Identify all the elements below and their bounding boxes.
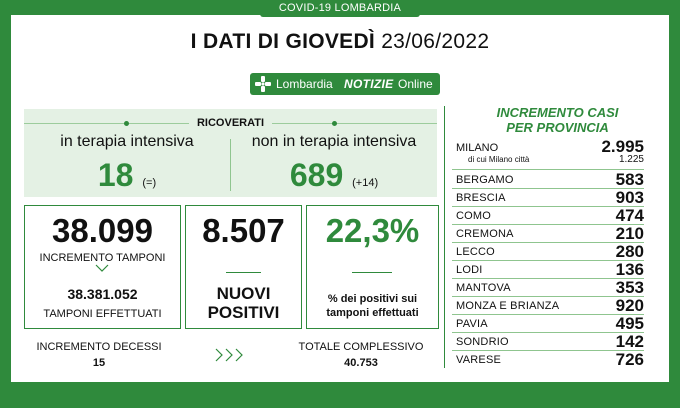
- province-name: MANTOVA: [456, 282, 511, 294]
- province-value: 920: [615, 296, 644, 315]
- province-name: PAVIA: [456, 318, 488, 330]
- percentuale-box: [306, 205, 439, 329]
- intensive-delta: (=): [142, 177, 157, 189]
- triple-chevron-right-icon: [214, 348, 246, 362]
- province-row: [452, 242, 644, 261]
- province-row: [452, 188, 644, 207]
- province-row: [452, 296, 644, 315]
- province-name: CREMONA: [456, 228, 514, 240]
- intensive-value: 18 (=): [97, 157, 157, 193]
- province-title: INCREMENTO CASI PER PROVINCIA: [496, 105, 619, 135]
- chevron-down-icon: [95, 264, 109, 272]
- brand-notizie: NOTIZIE: [344, 77, 394, 91]
- province-name: BERGAMO: [456, 174, 514, 186]
- province-row-milano: [452, 139, 644, 170]
- province-value: 142: [615, 332, 644, 351]
- percentuale-divider: [352, 272, 392, 273]
- province-name: MONZA E BRIANZA: [456, 300, 560, 312]
- province-row: [452, 224, 644, 243]
- incremento-tamponi-label: INCREMENTO TAMPONI: [39, 252, 166, 264]
- tamponi-effettuati-value: 38.381.052: [67, 286, 138, 302]
- incremento-tamponi-value: 38.099: [52, 212, 153, 249]
- province-value: 474: [615, 206, 644, 225]
- brand-lombardia: Lombardia: [276, 77, 333, 91]
- province-value: 210: [615, 224, 644, 243]
- milano-citta-label: di cui Milano città: [468, 155, 530, 164]
- header-badge: COVID-19 LOMBARDIA: [260, 0, 420, 17]
- province-value: 136: [615, 260, 644, 279]
- tamponi-effettuati-label: TAMPONI EFFETTUATI: [43, 308, 162, 320]
- totale-complessivo-value: 40.753: [344, 357, 378, 369]
- province-value: 280: [615, 242, 644, 261]
- non-intensive-label: non in terapia intensiva: [251, 133, 417, 150]
- province-row: [452, 350, 644, 368]
- incremento-decessi-label: INCREMENTO DECESSI: [36, 341, 162, 353]
- page-title: [0, 30, 680, 54]
- positivi-box: [185, 205, 302, 329]
- province-row: [452, 314, 644, 333]
- province-separator: [444, 106, 445, 368]
- province-name: LECCO: [456, 246, 495, 258]
- province-value: 495: [615, 314, 644, 333]
- province-row: [452, 170, 644, 189]
- nuovi-positivi-value: 8.507: [202, 212, 285, 249]
- province-row: [452, 278, 644, 297]
- title-bold: I DATI DI GIOVEDÌ: [190, 30, 376, 53]
- province-name: SONDRIO: [456, 336, 509, 348]
- nuovi-positivi-label: NUOVI POSITIVI: [207, 284, 280, 322]
- brand-online: Online: [398, 77, 433, 91]
- positivi-divider: [226, 272, 261, 273]
- intensive-label: in terapia intensiva: [60, 133, 194, 150]
- milano-citta-value: 1.225: [618, 154, 644, 165]
- province-value: 353: [615, 278, 644, 297]
- tamponi-box: [24, 205, 181, 329]
- province-value: 903: [615, 188, 644, 207]
- province-name: MILANO: [456, 142, 499, 154]
- province-row: [452, 332, 644, 351]
- percentuale-label: % dei positivi sui tamponi effettuati: [326, 293, 419, 319]
- province-row: [452, 206, 644, 225]
- ricoverati-panel: [24, 109, 437, 197]
- province-name: COMO: [456, 210, 492, 222]
- incremento-decessi-value: 15: [92, 357, 106, 369]
- province-name: BRESCIA: [456, 192, 506, 204]
- percentuale-value: 22,3%: [325, 212, 420, 249]
- province-value: 726: [615, 350, 644, 369]
- non-intensive-value: 689 (+14): [289, 157, 379, 193]
- totale-complessivo-label: TOTALE COMPLESSIVO: [298, 341, 424, 353]
- province-name: LODI: [456, 264, 483, 276]
- ricoverati-heading: RICOVERATI: [24, 117, 437, 129]
- lombardia-logo-icon: [254, 75, 272, 93]
- province-row: [452, 260, 644, 279]
- brand-logo: [250, 73, 440, 95]
- province-name: VARESE: [456, 354, 502, 366]
- province-value: 583: [615, 170, 644, 189]
- non-intensive-delta: (+14): [352, 177, 379, 189]
- title-date: 23/06/2022: [381, 30, 490, 53]
- province-value: 2.995: [601, 137, 644, 156]
